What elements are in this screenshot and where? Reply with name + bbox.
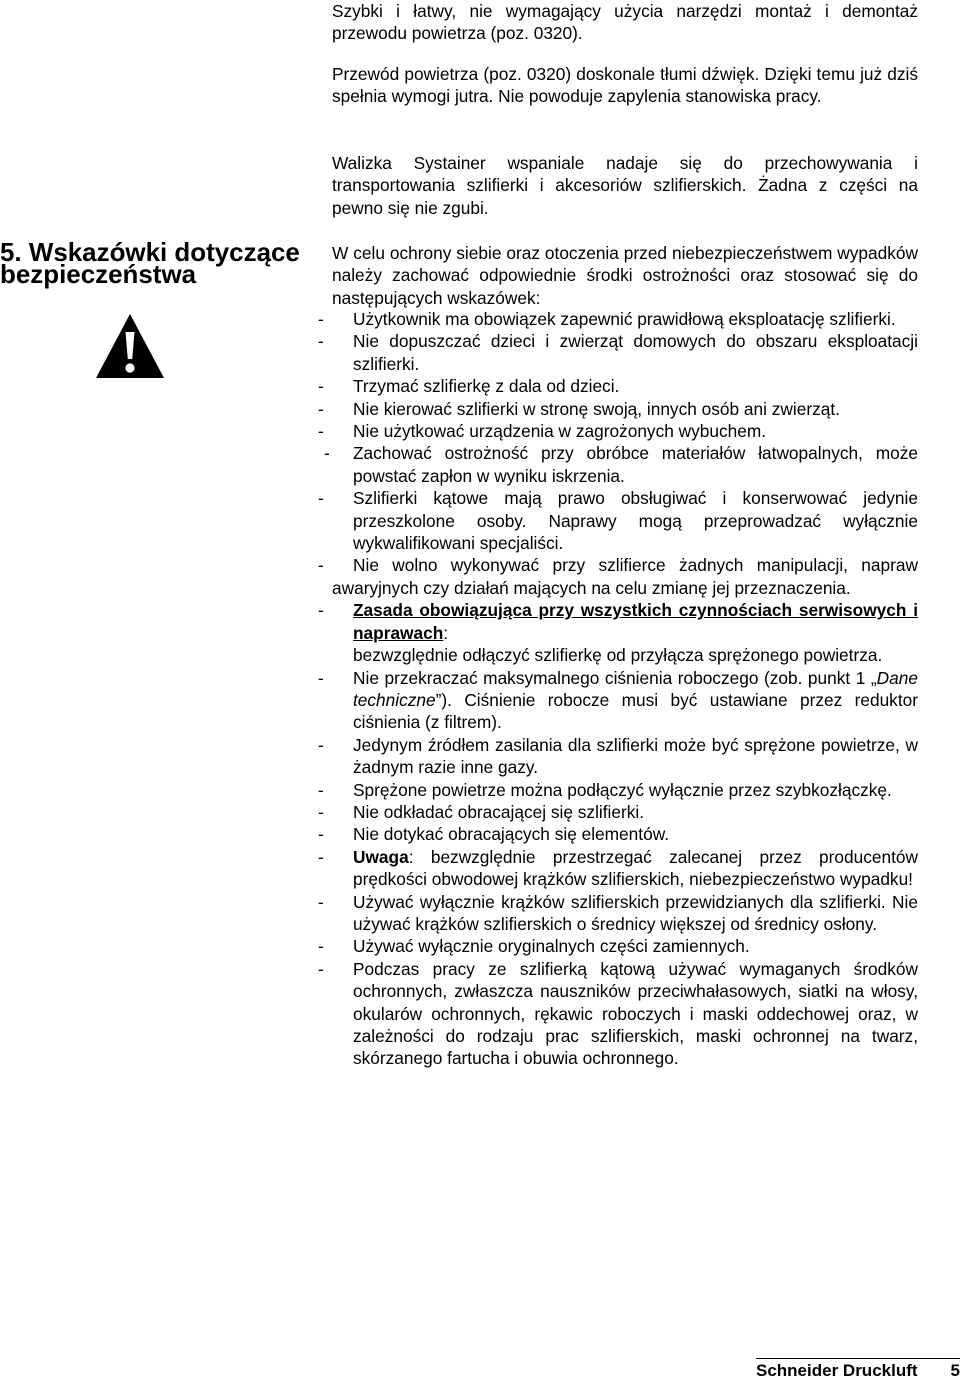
rule-colon: : <box>443 622 449 643</box>
list-item <box>318 846 918 891</box>
list-dash: - <box>318 331 324 352</box>
exclamation-triangle-icon <box>94 312 166 380</box>
list-item <box>318 801 918 823</box>
list-dash: - <box>318 891 324 912</box>
rule-text <box>353 599 918 666</box>
list-item <box>318 420 918 442</box>
rule-text-part: Nie przekraczać maksymalnego ciśnienia roboczego (zob. punkt 1 „ <box>353 667 877 688</box>
list-dash: - <box>318 846 324 867</box>
rule-emphasis: Zasada obowiązująca przy wszystkich czynnościach serwisowych i naprawach <box>353 600 918 643</box>
list-dash: - <box>318 734 324 755</box>
rule-text: Nie odkładać obracającej się szlifierki. <box>353 801 645 822</box>
rule-text: Używać wyłącznie krążków szlifierskich przewidzianych dla szlifierki. Nie używać krążków szlifierskich o średnicy większej od średnicy osłony. <box>353 891 918 934</box>
intro-paragraph-systainer: Walizka Systainer wspaniale nadaje się do przechowywania i transportowania szlifierki i akcesoriów szlifierskich. Żadna z części na pewno się nie zgubi. <box>332 153 918 218</box>
list-item <box>318 398 918 420</box>
safety-rules-list <box>318 308 918 1070</box>
rule-text-continued: bezwzględnie odłączyć szlifierkę od przyłącza sprężonego powietrza. <box>353 645 883 666</box>
list-dash: - <box>318 555 324 576</box>
list-item <box>318 599 918 666</box>
list-item <box>318 487 918 554</box>
rule-text-part: : bezwzględnie przestrzegać zalecanej przez producentów prędkości obwodowej krążków szlifierskich, niebezpieczeństwo wypadku! <box>353 846 918 890</box>
list-dash: - <box>318 309 324 329</box>
list-dash: - <box>318 421 324 442</box>
list-dash: - <box>318 779 324 800</box>
rule-text <box>353 667 918 734</box>
list-dash: - <box>318 376 324 397</box>
list-dash: - <box>318 667 324 688</box>
list-dash: - <box>318 801 324 822</box>
list-dash: - <box>324 443 330 464</box>
list-dash: - <box>318 824 324 845</box>
rule-text: Nie użytkować urządzenia w zagrożonych wybuchem. <box>353 421 767 442</box>
section-title-line2: bezpieczeństwa <box>0 261 197 290</box>
rule-text: Sprężone powietrze można podłączyć wyłącznie przez szybkozłączkę. <box>353 779 892 800</box>
rule-text: Nie dopuszczać dzieci i zwierząt domowych do obszaru eksploatacji szlifierki. <box>353 331 918 374</box>
list-item <box>318 958 918 1070</box>
rule-text: Jedynym źródłem zasilania dla szlifierki może być sprężone powietrze, w żadnym razie inne gazy. <box>353 734 918 778</box>
rule-text: Nie dotykać obracających się elementów. <box>353 824 670 845</box>
footer-brand: Schneider Druckluft <box>756 1361 918 1380</box>
rule-text <box>353 846 918 891</box>
rule-text: Nie wolno wykonywać przy szlifierce żadnych manipulacji, napraw awaryjnych czy działań mających na celu zmianę jej przeznaczenia. <box>332 555 918 598</box>
list-dash: - <box>318 398 324 419</box>
page-number: 5 <box>950 1361 960 1380</box>
list-item <box>318 734 918 779</box>
rule-text: Szlifierki kątowe mają prawo obsługiwać i konserwować jedynie przeszkolone osoby. Naprawy mogą przeprowadzać wyłącznie wykwalifikowani specjaliści. <box>353 488 918 554</box>
list-item <box>318 442 918 487</box>
rule-text-part: ”). Ciśnienie robocze musi być ustawiane przez reduktor ciśnienia (z filtrem). <box>353 689 918 733</box>
rule-text: Nie kierować szlifierki w stronę swoją, innych osób ani zwierząt. <box>353 398 840 419</box>
rule-text: Trzymać szlifierkę z dala od dzieci. <box>353 376 620 397</box>
list-item <box>318 823 918 845</box>
list-item <box>318 554 918 599</box>
list-dash: - <box>318 936 324 957</box>
list-dash: - <box>318 600 324 621</box>
rule-text: Zachować ostrożność przy obróbce materiałów łatwopalnych, może powstać zapłon w wyniku iskrzenia. <box>353 443 918 486</box>
section-title <box>0 239 300 290</box>
list-dash: - <box>318 488 324 509</box>
list-item <box>318 375 918 397</box>
list-item <box>318 330 918 375</box>
rule-emphasis: Uwaga <box>353 846 409 867</box>
intro-paragraph-air-hose: Przewód powietrza (poz. 0320) doskonale tłumi dźwięk. Dzięki temu już dziś spełnia wymogi jutra. Nie powoduje zapylenia stanowiska pracy. <box>332 64 918 107</box>
list-item <box>318 667 918 734</box>
list-item <box>318 308 918 330</box>
rule-reference: Dane techniczne <box>353 667 918 710</box>
rule-text: Użytkownik ma obowiązek zapewnić prawidłową eksploatację szlifierki. <box>353 309 896 329</box>
section-title-line1: 5. Wskazówki dotyczące <box>0 239 300 267</box>
rule-text: Używać wyłącznie oryginalnych części zamiennych. <box>353 936 750 957</box>
list-item <box>318 935 918 957</box>
rule-text: Podczas pracy ze szlifierką kątową używać wymaganych środków ochronnych, zwłaszcza nauszników przeciwhałasowych, siatki na włosy, okularów ochronnych, rękawic roboczych i maski oddechowej oraz, w zależności do rodzaju prac szlifierskich, maski ochronnej na twarz, skórzanego fartucha i obuwia ochronnego. <box>353 958 918 1069</box>
safety-intro-paragraph: W celu ochrony siebie oraz otoczenia przed niebezpieczeństwem wypadków należy zachować odpowiednie środki ostrożności oraz stosować się do następujących wskazówek: <box>332 243 918 308</box>
list-dash: - <box>318 958 324 979</box>
intro-paragraph-mounting: Szybki i łatwy, nie wymagający użycia narzędzi montaż i demontaż przewodu powietrza (poz. 0320). <box>332 1 918 44</box>
list-item <box>318 779 918 801</box>
list-item <box>318 891 918 936</box>
